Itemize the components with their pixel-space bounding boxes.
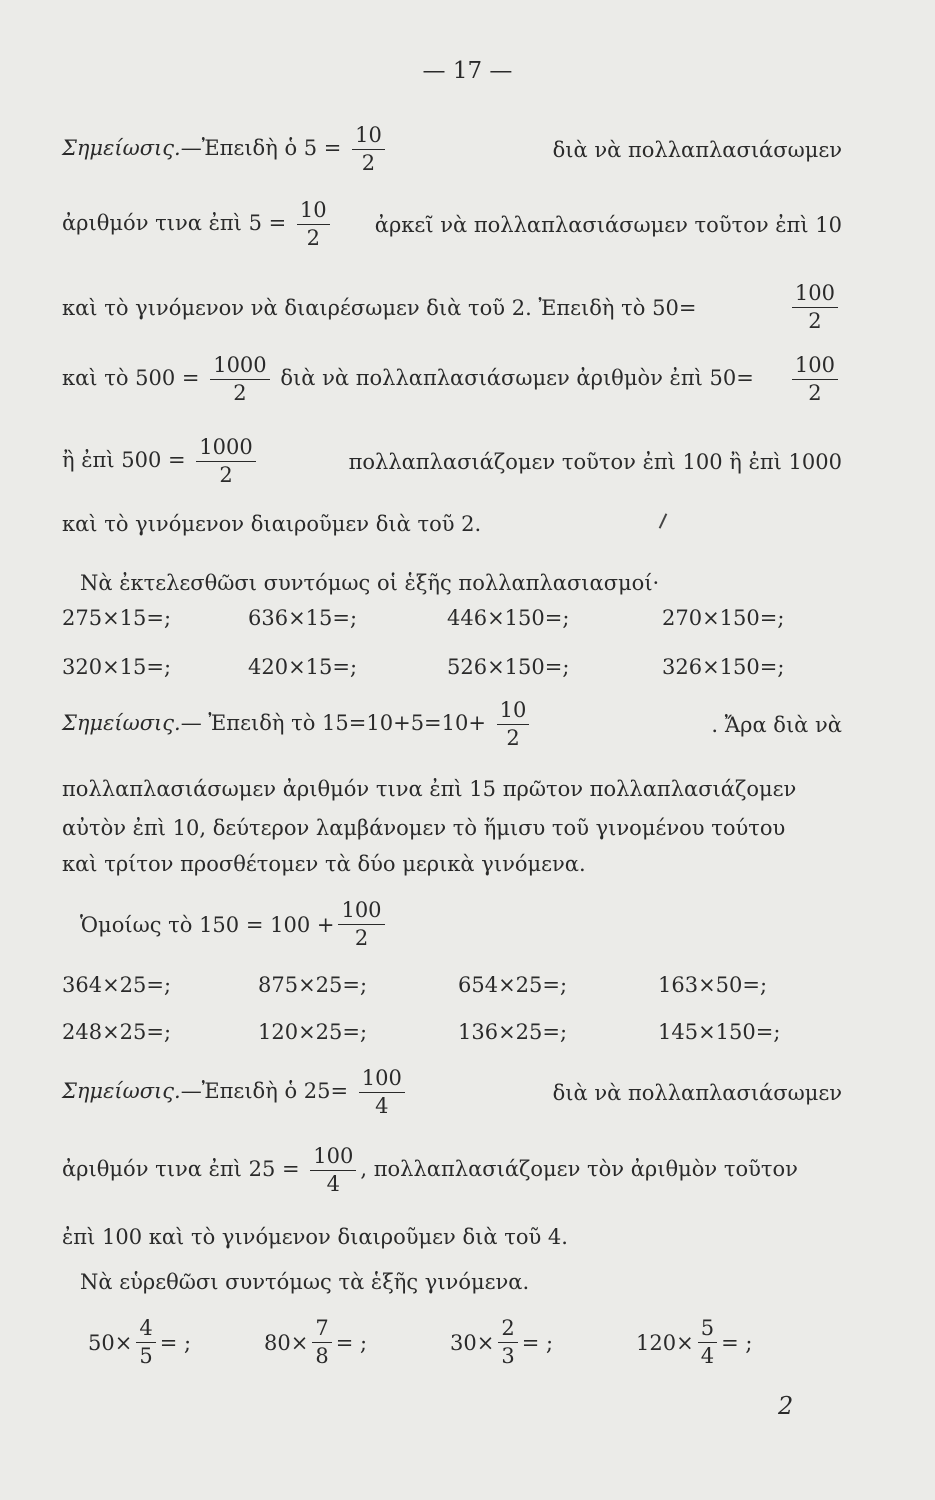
note3-line2-text: ἀριθμόν τινα ἐπὶ 25 =: [62, 1157, 300, 1181]
note1-line6: καὶ τὸ γινόμενον διαιροῦμεν διὰ τοῦ 2.: [62, 512, 482, 536]
exercise-item: 275×15=;: [62, 606, 172, 630]
signature-mark: 2: [778, 1392, 794, 1420]
note3-line1: [62, 1068, 842, 1117]
note1-line5-end: πολλαπλασιάζομεν τοῦτον ἐπὶ 100 ἢ ἐπὶ 1000: [348, 449, 842, 474]
note3-line3: ἐπὶ 100 καὶ τὸ γινόμενον διαιροῦμεν διὰ τοῦ 4.: [62, 1225, 568, 1249]
exercise-item: 30× $\frac{2}{3}$ = ;: [450, 1316, 554, 1368]
exercise-item: 636×15=;: [248, 606, 358, 630]
note1-line2-text: ἀριθμόν τινα ἐπὶ 5 =: [62, 211, 287, 235]
exercise-item: 526×150=;: [447, 655, 570, 679]
exercise-item: 145×150=;: [658, 1020, 781, 1044]
note1-line5: [62, 437, 842, 486]
exercise-item: 80× $\frac{7}{8}$ = ;: [264, 1316, 368, 1368]
exercise-item: 120×25=;: [258, 1020, 368, 1044]
note2-line1-end: . Ἄρα διὰ νὰ: [711, 712, 842, 737]
note3-line2: [62, 1146, 842, 1195]
note1-line3-text: καὶ τὸ γινόμενον νὰ διαιρέσωμεν διὰ τοῦ 2. Ἐπειδὴ τὸ 50=: [62, 295, 697, 320]
note2-line2: πολλαπλασιάσωμεν ἀριθμόν τινα ἐπὶ 15 πρῶτον πολλαπλασιάζομεν: [62, 777, 797, 801]
exercise-item: 654×25=;: [458, 973, 568, 997]
fraction: $\frac{100}{2}$: [792, 355, 838, 404]
note2-line1-text: — Ἐπειδὴ τὸ 15=10+5=10+: [180, 711, 486, 735]
fraction: $\frac{10}{2}$: [352, 125, 385, 174]
note1-line1: [62, 125, 842, 174]
fraction: $\frac{10}{2}$: [297, 200, 330, 249]
exercise-item: 120× $\frac{5}{4}$ = ;: [636, 1316, 753, 1368]
exercise-item: 270×150=;: [662, 606, 785, 630]
fraction: $\frac{1000}{2}$: [196, 437, 255, 486]
fraction: $\frac{1000}{2}$: [210, 355, 269, 404]
exercise-item: 320×15=;: [62, 655, 172, 679]
fraction: $\frac{100}{2}$: [792, 283, 838, 332]
exercise-item: 248×25=;: [62, 1020, 172, 1044]
note1-line2-end: ἀρκεῖ νὰ πολλαπλασιάσωμεν τοῦτον ἐπὶ 10: [374, 212, 842, 237]
note1-line4-mid: διὰ νὰ πολλαπλασιάσωμεν ἀριθμὸν ἐπὶ 50=: [280, 366, 754, 390]
note3-label: Σημείωσις.: [62, 1079, 181, 1103]
exercise-item: 364×25=;: [62, 973, 172, 997]
note2-line5: [80, 900, 860, 949]
exercise-item: 875×25=;: [258, 973, 368, 997]
exercise-item: 136×25=;: [458, 1020, 568, 1044]
note1-line1-text: —Ἐπειδὴ ὁ 5 =: [180, 136, 342, 160]
note1-line4-text: καὶ τὸ 500 =: [62, 366, 200, 390]
note3-line1-end: διὰ νὰ πολλαπλασιάσωμεν: [552, 1080, 842, 1105]
exercise-item: 50× $\frac{4}{5}$ = ;: [88, 1316, 192, 1368]
fraction: $\frac{100}{2}$: [338, 900, 384, 949]
fraction: $\frac{10}{2}$: [497, 700, 530, 749]
fraction: $\frac{100}{4}$: [359, 1068, 405, 1117]
page-number: — 17 —: [422, 58, 513, 84]
note1-line2: [62, 200, 842, 249]
note3-line2-end: , πολλαπλασιάζομεν τὸν ἀριθμὸν τοῦτον: [360, 1157, 798, 1181]
note1-line1-end: διὰ νὰ πολλαπλασιάσωμεν: [552, 137, 842, 162]
note1-line3: [62, 283, 842, 332]
exercise-item: 326×150=;: [662, 655, 785, 679]
note1-line5-text: ἢ ἐπὶ 500 =: [62, 448, 186, 472]
note2-line3: αὐτὸν ἐπὶ 10, δεύτερον λαμβάνομεν τὸ ἥμισυ τοῦ γινομένου τούτου: [62, 816, 786, 840]
note3-line1-text: —Ἐπειδὴ ὁ 25=: [180, 1079, 349, 1103]
note1-line4: [62, 355, 842, 404]
note2-line5-text: Ὁμοίως τὸ 150 = 100 +: [80, 912, 335, 937]
note2-line4: καὶ τρίτον προσθέτομεν τὰ δύο μερικὰ γινόμενα.: [62, 852, 586, 876]
note1-label: Σημείωσις.: [62, 136, 181, 160]
exercise3-heading: Νὰ εὑρεθῶσι συντόμως τὰ ἑξῆς γινόμενα.: [80, 1270, 530, 1294]
note2-label: Σημείωσις.: [62, 711, 181, 735]
note2-line1: [62, 700, 842, 749]
exercise1-heading: Νὰ ἐκτελεσθῶσι συντόμως οἱ ἑξῆς πολλαπλασιασμοί·: [80, 571, 660, 595]
fraction: $\frac{100}{4}$: [310, 1146, 356, 1195]
exercise-item: 446×150=;: [447, 606, 570, 630]
exercise3-row: [88, 1318, 828, 1378]
exercise-item: 163×50=;: [658, 973, 768, 997]
exercise-item: 420×15=;: [248, 655, 358, 679]
